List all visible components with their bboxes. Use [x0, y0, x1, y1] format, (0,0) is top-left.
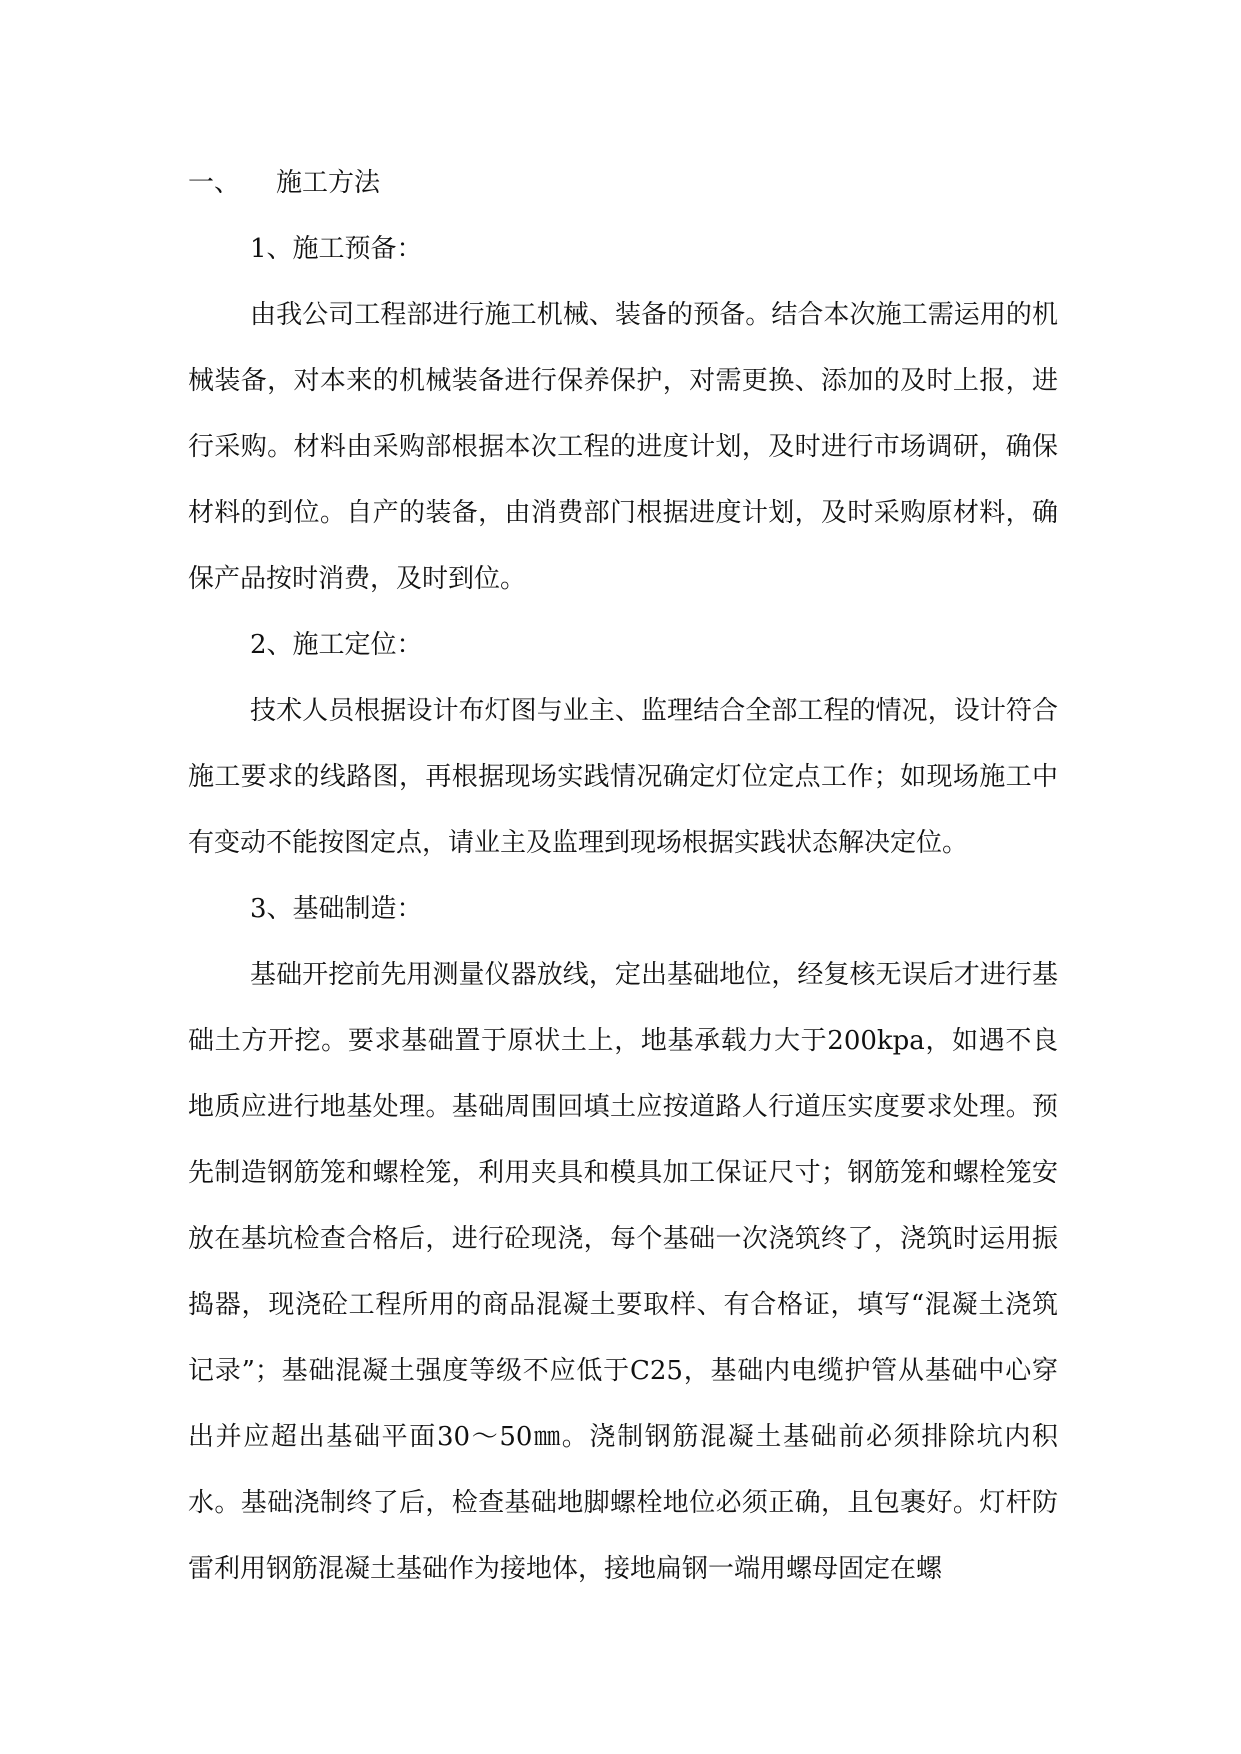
- section-heading: [188, 150, 1058, 216]
- document-body: [188, 150, 1058, 1602]
- section-title: 施工方法: [276, 168, 381, 198]
- paragraph-preparation: 由我公司工程部进行施工机械、装备的预备。结合本次施工需运用的机械装备，对本来的机械装备进行保养保护，对需更换、添加的及时上报，进行采购。材料由采购部根据本次工程的进度计划，及时进行市场调研，确保材料的到位。自产的装备，由消费部门根据进度计划，及时采购原材料，确保产品按时消费，及时到位。: [188, 300, 1058, 594]
- subsection-heading-preparation: 1、施工预备：: [250, 234, 423, 264]
- paragraph-foundation: 基础开挖前先用测量仪器放线，定出基础地位，经复核无误后才进行基础土方开挖。要求基础置于原状土上，地基承载力大于200kpa，如遇不良地质应进行地基处理。基础周围回填土应按道路人行道压实度要求处理。预先制造钢筋笼和螺栓笼，利用夹具和模具加工保证尺寸；钢筋笼和螺栓笼安放在基坑检查合格后，进行砼现浇，每个基础一次浇筑终了，浇筑时运用振捣器，现浇砼工程所用的商品混凝土要取样、有合格证，填写“混凝土浇筑记录”；基础混凝土强度等级不应低于C25，基础内电缆护管从基础中心穿出并应超出基础平面30～50㎜。浇制钢筋混凝土基础前必须排除坑内积水。基础浇制终了后，检查基础地脚螺栓地位必须正确，且包裹好。灯杆防雷利用钢筋混凝土基础作为接地体，接地扁钢一端用螺母固定在螺: [188, 960, 1058, 1584]
- paragraph-positioning: 技术人员根据设计布灯图与业主、监理结合全部工程的情况，设计符合施工要求的线路图，再根据现场实践情况确定灯位定点工作；如现场施工中有变动不能按图定点，请业主及监理到现场根据实践状态解决定位。: [188, 696, 1058, 858]
- subsection-heading-foundation: 3、基础制造：: [250, 894, 423, 924]
- subsection-heading-positioning: 2、施工定位：: [250, 630, 423, 660]
- section-number: 一、: [188, 168, 241, 198]
